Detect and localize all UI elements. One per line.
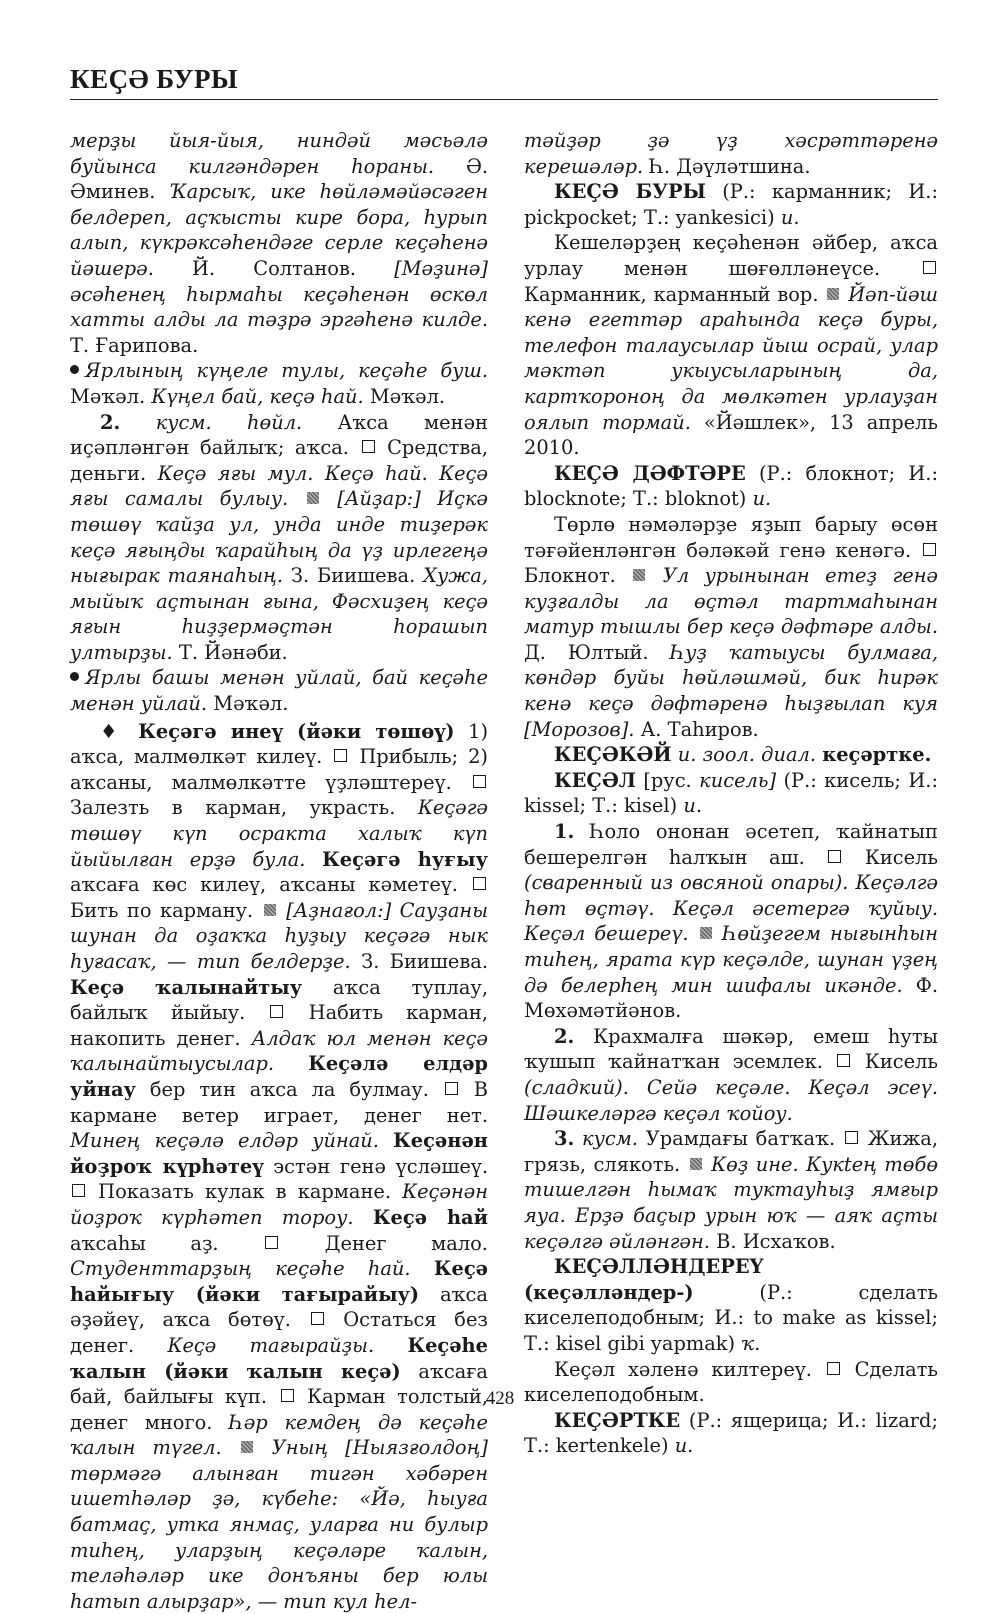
translation-box-icon [72,1184,85,1197]
entry-continuation: тәйҙәр ҙә үҙ хәсрәттәренә керешәләр. Һ. Дәүләтшина. [524,129,938,178]
entry-continuation: мерҙы йыя-йыя, ниндәй мәсьәлә буйынса килгәндәрен һораны. Ә. Әминев. Ҡарсыҡ, ике һөйләмәйәсәген белдереп, аҫҡысты кире бора, һурып алып, күкрәксәһендәге серле кеҫәһенә йәшерә. Й. Солтанов. [Мәҙинә] әсәһенең һырмаһы кеҫәһенән өскөл хатты алды ла тәҙрә эргәһенә килде. Т. Ғарипова. Ярлының күңеле тулы, кеҫәһе буш. Мәҡәл. Күңел бай, кеҫә һай. Мәҡәл. [70,129,488,408]
translation-box-icon [362,440,375,453]
entry-kesa-daftare: КЕҪӘ ДӘФТӘРЕ (Р.: блокнот; И.: blocknote; Т.: bloknot) и. [524,461,938,511]
idiom-diamond-icon: ♦ [100,719,125,743]
illustration-marker-icon [307,492,319,504]
translation-box-icon [265,1236,278,1249]
illustration-marker-icon [241,1441,253,1453]
translation-box-icon [837,1054,850,1067]
sense-2: 2. кусм. һөйл. Аҡса менән иҫәпләнгән байлыҡ; аҡса. Средства, деньги. Кеҫә яғы мул. Кеҫә һай. Кеҫә яғы самалы булыу. [Айҙар:] Иҫкә төшөү ҡайҙа ул, унда инде тиҙерәк кеҫә яғыңды ҡарайһың да үҙ ирлегеңә нығырак таянаһың. З. Биишева. Хужа, мыйыҡ аҫтынан ғына, Фәсхиҙең кеҫә яғын һиҙҙермәҫтән һорашып ултырҙы. Т. Йәнәби. Ярлы башы менән уйлай, бай кеҫәһе менән уйлай. Мәҡәл. [70,410,489,716]
translation-box-icon [828,850,841,863]
entry-kesallandereu-body: Кеҫәл хәленә килтереү. Сделать киселеподобным. [524,1357,938,1407]
illustration-marker-icon [633,569,645,581]
entry-kesallandereu: КЕҪӘЛЛӘНДЕРЕҮ (кеҫәлләндер-) (Р.: сделать киселеподобным; И.: to make as kissel; Т.: kisel gibi yapmak) ҡ. [524,1255,938,1355]
translation-box-icon [334,749,347,762]
proverb-bullet-icon [70,365,79,374]
illustration-marker-icon [700,927,712,939]
page-number: 428 [485,1388,515,1409]
illustration-marker-icon [690,1158,702,1170]
entry-kesal-sense-1: 1. Һоло ононан әсетеп, ҡайнатып бешерелгән һалҡын аш. Кисель (сваренный из овсяной опары). Кеҫәлгә һөт өҫтәү. Кеҫәл әсетергә ҡуйыу. Кеҫәл бешереү. Һөйҙегем нығынһын тиһең, ярата күр кеҫәлде, шунан үҙең дә белерһең мин шифалы икәнде. Ф. Мөхәмәтйәнов. [524,820,939,1023]
entry-kesa-bury-body: Кешеләрҙең кеҫәһенән әйбер, аҡса урлау менән шөғөлләнеүсе. Карманник, карманный вор. Йәп-йәш кенә егеттәр араһында кеҫә буры, телефон талаусылар йыш осрай, улар мәктәп укыусыларының да, картҡороноң да мөлкәтен урлауҙан оялып тормай. «Йәшлек», 13 апрель 2010. [524,231,938,460]
entry-kesal-sense-2: 2. Крахмалға шәкәр, емеш һуты ҡушып ҡайнатҡан эсемлек. Кисель (сладкий). Сейә кеҫәле. Кеҫәл эсеү. Шәшкеләргә кеҫәл ҡойоу. [524,1024,939,1125]
entry-kesa-daftare-body: Төрлө нәмәләрҙе яҙып барыу өсөн тәғәйенләнгән бәләкәй генә кенәгә. Блокнот. Ул урынынан етеҙ генә куҙғалды ла өҫтәл тартмаһынан матур тышлы бер кеҫә дәфтәре алды. Д. Юлтый. Һуҙ ҡатыусы булмаға, көндәр буйы һөйләшмәй, бик һирәк кенә кеҫә дәфтәренә һыҙғылап куя [Морозов]. А. Таһиров. [524,512,939,741]
illustration-marker-icon [264,904,276,916]
translation-box-icon [473,877,486,890]
translation-box-icon [445,1082,458,1095]
running-head: КЕҪӘ БУРЫ [70,64,239,94]
idioms-block: ♦ Кеҫәгә инеү (йәки төшөү) 1) аҡса, малмөлкәт килеү. Прибыль; 2) аҡсаны, малмөлкәтте үҙләштереү. Залезть в карман, украсть. Кеҫәгә төшөү күп осрактa халыҡ күп йыйылған ерҙә була. Кеҫәгә һуғыу аҡсаға көс килеү, аҡсаны кәметеү. Бить по карману. [Аҙнағол:] Сауҙаны шунан да оҙаҡҡа һуҙыу кеҫәгә нык һуғасаҡ, — тип белдерҙе. З. Биишева. Кеҫә ҡалынайтыу аҡса туплау, байлыҡ йыйыу. Набить карман, накопить денег. Алдаҡ юл менән кеҫә ҡалынайтыусылар. Кеҫәлә елдәр уйнау бер тин аҡса ла булмау. В кармане ветер играет, денег нет. Минең кеҫәлә елдәр уйнай. Кеҫәнән йоҙроҡ күрһәтеү эстән генә үсләшеү. Показать кулак в кармане. Кеҫәнән йоҙроҡ күрһәтеп тороу. Кеҫә һай аҡсаһы аҙ. Денег мало. Студенттарҙың кеҫәһе һай. Кеҫә һайығыу (йәки тағырайыу) аҡса әҙәйеү, аҡса бөтөү. Остаться без денег. Кеҫә тағырайҙы. Кеҫәһе ҡалын (йәки ҡалын кеҫә) аҡсаға бай, байлығы күп. Карман толстый, денег много. Һәр кемдең дә кеҫәһе ҡалын түгел. Уның [Ныязғолдоң] төрмәгә алынған тигән хәбәрен ишетһәләр ҙә, күбеһе: «Йә, һыуға батмаҫ, утка янмаҫ, уларға ни булыр тиһең, уларҙың кеҫәләре ҡалын, теләһәләр ике донъяны бер юлы һатып алырҙар», — тип кул һел- [70,719,489,1613]
translation-box-icon [311,1312,324,1325]
translation-box-icon [270,1005,283,1018]
translation-box-icon [845,1131,858,1144]
translation-box-icon [827,1362,840,1375]
translation-box-icon [923,543,936,556]
right-column [524,128,938,1459]
entry-kesal-sense-3: 3. кусм. Урамдағы батҡаҡ. Жижа, грязь, слякоть. Көҙ ине. Кукteң төбө тишелгән һымаҡ туктауһыҙ ямғыр яуа. Ерҙә баҫыр урын юҡ — аяҡ аҫты кеҫәлгә әйләнгән. В. Исхаҡов. [524,1127,938,1253]
proverb-bullet-icon [70,672,79,681]
entry-kesal: КЕҪӘЛ [рус. кисель] (Р.: кисель; И.: kissel; Т.: kisel) и. [524,768,938,818]
entry-kesa-bury: КЕҪӘ БУРЫ (Р.: карманник; И.: pickpocket; Т.: yankesici) и. [524,180,939,229]
entry-kesartke: КЕҪӘРТКЕ (Р.: ящерица; И.: lizard; Т.: kertenkele) и. [524,1408,938,1458]
header-rule [70,99,938,100]
entry-kesakay: КЕҪӘКӘЙ и. зоол. диал. кеҫәртке. [554,743,932,767]
illustration-marker-icon [827,288,839,300]
translation-box-icon [473,775,486,788]
translation-box-icon [923,261,936,274]
